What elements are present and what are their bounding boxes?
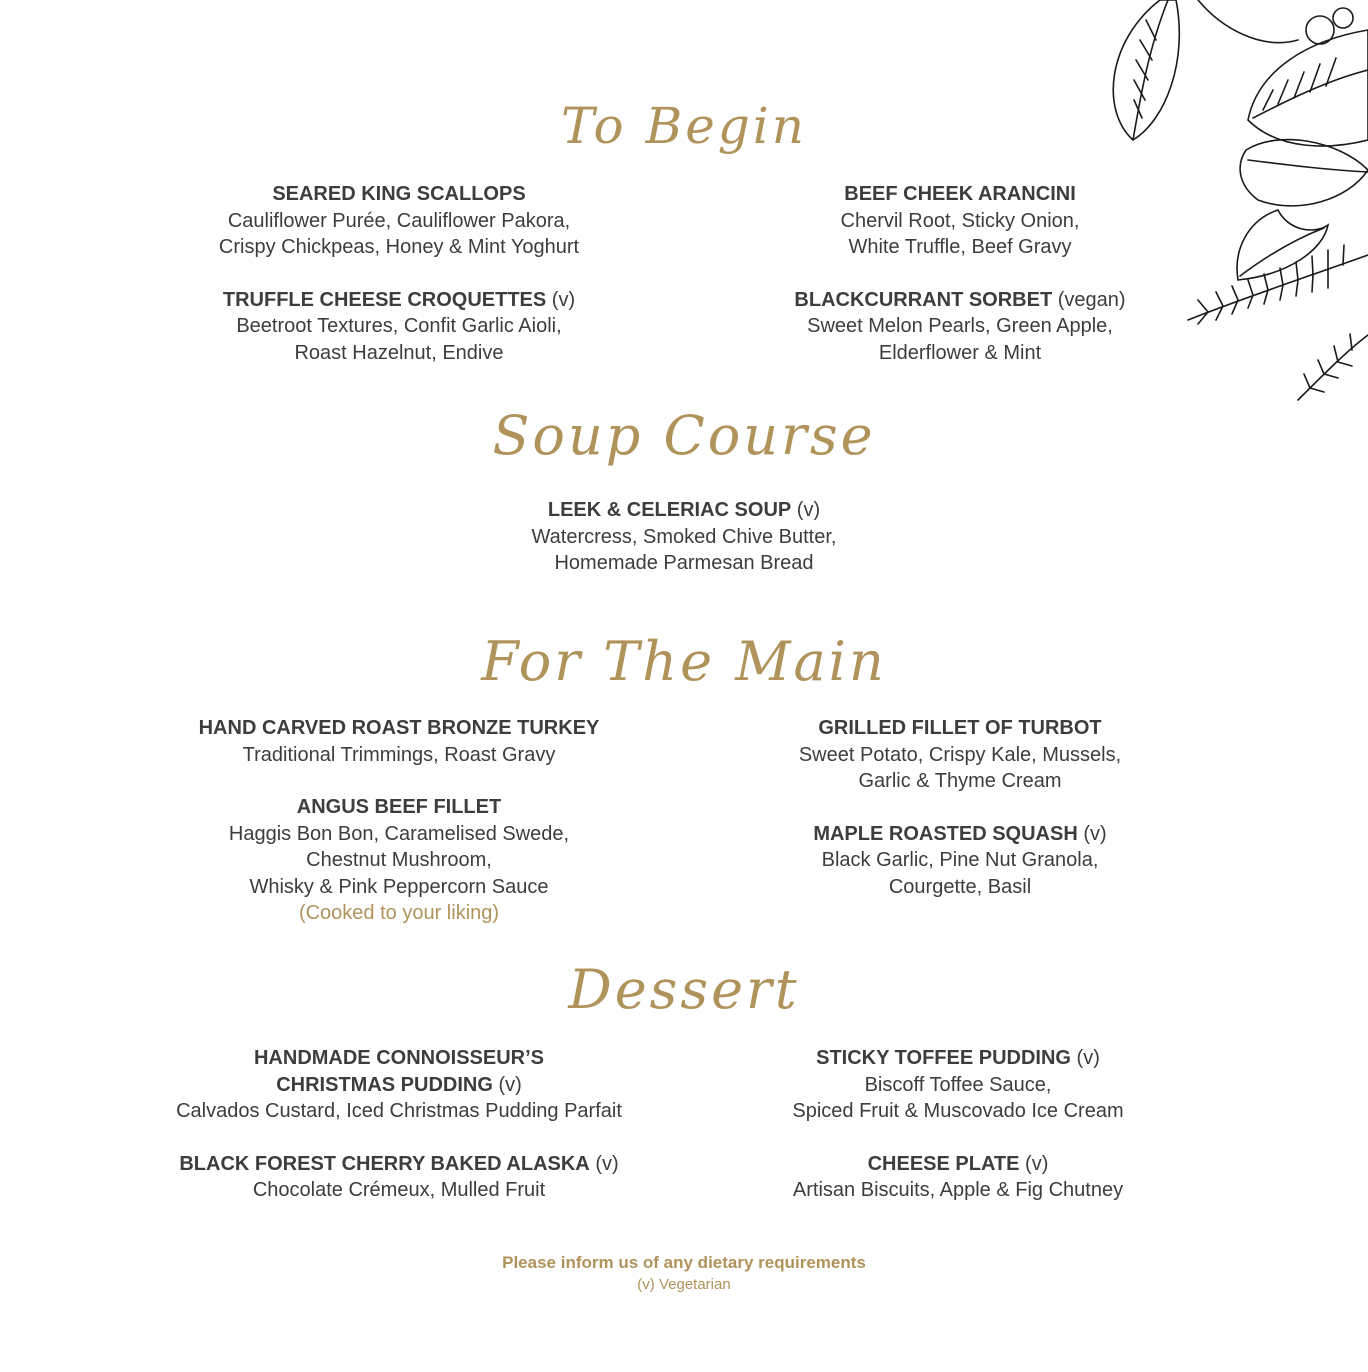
dish-description: Calvados Custard, Iced Christmas Pudding Parfait: [176, 1100, 622, 1122]
dish-name: HAND CARVED ROAST BRONZE TURKEY: [198, 717, 600, 739]
dessert-right-column: [708, 1045, 1208, 1204]
dish-description: Biscoff Toffee Sauce,: [864, 1073, 1052, 1096]
dish-name: CHEESE PLATE: [867, 1152, 1020, 1175]
menu-item: [720, 287, 1200, 367]
section-heading-dessert: Dessert: [568, 958, 800, 1021]
dish-description: Watercress, Smoked Chive Butter,: [531, 525, 837, 548]
dish-name: STICKY TOFFEE PUDDING: [816, 1047, 1071, 1069]
dish-name: CHRISTMAS PUDDING: [276, 1073, 493, 1096]
menu-item: [720, 181, 1200, 261]
dish-description: Sweet Potato, Crispy Kale, Mussels,: [798, 743, 1122, 766]
dish-description: Artisan Biscuits, Apple & Fig Chutney: [792, 1179, 1124, 1201]
menu-item: [708, 1151, 1208, 1204]
menu-item: [708, 1045, 1208, 1125]
dish-description: Garlic & Thyme Cream: [858, 770, 1062, 792]
main-right-column: [720, 715, 1200, 900]
to-begin-right-column: [720, 181, 1200, 366]
main-left-column: [149, 715, 649, 927]
dish-name: HANDMADE CONNOISSEUR’S: [253, 1047, 545, 1069]
dish-description: Roast Hazelnut, Endive: [294, 341, 504, 364]
dish-description: Haggis Bon Bon, Caramelised Swede,: [228, 822, 570, 845]
menu-item: [720, 821, 1200, 901]
menu-item: [119, 1151, 679, 1204]
dish-name: GRILLED FILLET OF TURBOT: [818, 717, 1102, 739]
section-heading-to-begin: To Begin: [561, 97, 807, 155]
cooking-note: (Cooked to your liking): [298, 902, 500, 924]
to-begin-left-column: [149, 181, 649, 366]
dietary-tag: (v): [595, 1152, 619, 1175]
dietary-legend: (v) Vegetarian: [637, 1276, 731, 1293]
menu-item: [149, 715, 649, 768]
dish-description: Chervil Root, Sticky Onion,: [840, 209, 1080, 232]
menu-item: [149, 794, 649, 927]
dessert-left-column: [119, 1045, 679, 1204]
soup-column: [384, 497, 984, 577]
dish-description: Homemade Parmesan Bread: [554, 552, 814, 574]
dish-name: BLACKCURRANT SORBET: [794, 288, 1053, 311]
dish-name: MAPLE ROASTED SQUASH: [813, 822, 1078, 845]
dish-description: Cauliflower Purée, Cauliflower Pakora,: [227, 209, 571, 232]
dish-description: Elderflower & Mint: [878, 341, 1042, 364]
menu-item: [149, 181, 649, 261]
dish-name: BEEF CHEEK ARANCINI: [844, 183, 1076, 205]
dietary-tag: (v): [498, 1073, 522, 1096]
dish-name: SEARED KING SCALLOPS: [272, 183, 526, 205]
dish-description: Chestnut Mushroom,: [306, 849, 492, 871]
dish-description: Sweet Melon Pearls, Green Apple,: [807, 315, 1113, 337]
dish-name: BLACK FOREST CHERRY BAKED ALASKA: [179, 1152, 590, 1175]
dietary-tag: (v): [551, 288, 576, 311]
dish-description: White Truffle, Beef Gravy: [848, 236, 1072, 258]
dish-name: LEEK & CELERIAC SOUP: [547, 499, 792, 521]
dietary-tag: (v): [1076, 1047, 1100, 1069]
dish-description: Crispy Chickpeas, Honey & Mint Yoghurt: [218, 236, 580, 258]
section-heading-soup-course: Soup Course: [492, 404, 876, 467]
menu-item: [149, 287, 649, 367]
dish-description: Chocolate Crémeux, Mulled Fruit: [252, 1179, 546, 1201]
dish-description: Traditional Trimmings, Roast Gravy: [242, 743, 556, 766]
menu-item: [384, 497, 984, 577]
dish-description: Beetroot Textures, Confit Garlic Aioli,: [236, 315, 562, 337]
dish-description: Courgette, Basil: [888, 875, 1032, 898]
footer: [0, 1252, 1368, 1296]
menu-item: [720, 715, 1200, 795]
dish-description: Black Garlic, Pine Nut Granola,: [821, 849, 1099, 871]
dietary-tag: (v): [1025, 1152, 1049, 1175]
dietary-tag: (v): [796, 499, 821, 521]
dish-description: Spiced Fruit & Muscovado Ice Cream: [792, 1100, 1124, 1122]
dietary-tag: (v): [1083, 822, 1107, 845]
dietary-tag: (vegan): [1057, 288, 1126, 311]
dish-name: ANGUS BEEF FILLET: [296, 796, 502, 818]
menu-item: [119, 1045, 679, 1125]
dietary-notice: Please inform us of any dietary requirements: [502, 1253, 866, 1272]
dish-description: Whisky & Pink Peppercorn Sauce: [249, 875, 549, 898]
dish-name: TRUFFLE CHEESE CROQUETTES: [222, 288, 547, 311]
section-heading-for-the-main: For The Main: [481, 630, 887, 693]
